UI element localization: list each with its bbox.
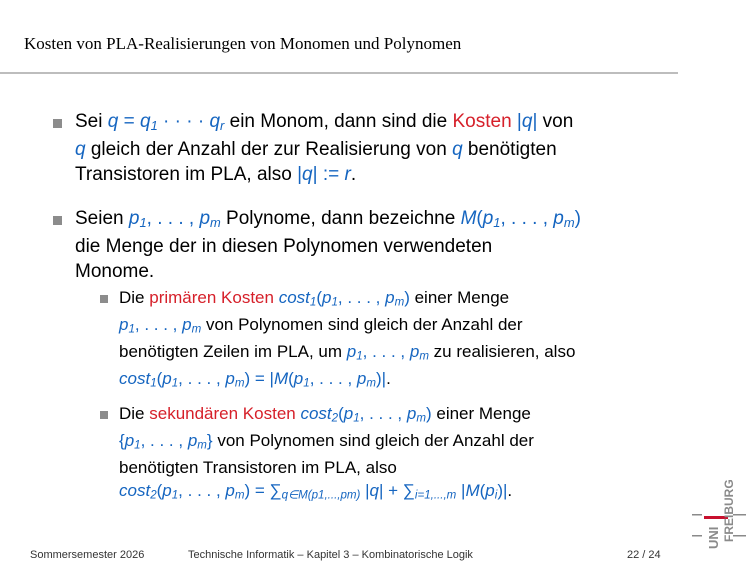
math-segment: 1 xyxy=(150,117,158,133)
math-segment: p xyxy=(182,315,192,335)
text-segment: von Polynomen sind gleich der Anzahl der xyxy=(212,431,534,451)
math-segment: 1 xyxy=(331,296,338,309)
highlighted-term: Kosten xyxy=(452,111,512,132)
math-segment: | xyxy=(516,111,522,132)
math-segment: 1 xyxy=(356,350,363,363)
math-segment: ) = ∑ xyxy=(244,480,282,500)
math-segment: | xyxy=(297,163,303,185)
text-line xyxy=(119,457,534,480)
text-line xyxy=(75,138,573,163)
text-segment: gleich der Anzahl der zur Realisierung von xyxy=(85,139,453,161)
math-segment: ) = | xyxy=(244,369,274,389)
math-segment: , . . . , xyxy=(140,431,188,451)
math-segment: | xyxy=(360,480,370,500)
math-segment: p xyxy=(199,208,211,229)
slide-title: Kosten von PLA-Realisierungen von Monomen und Polynomen xyxy=(24,34,462,53)
text-segment: Polynome, dann bezeichne xyxy=(220,208,461,229)
math-segment: ( xyxy=(338,404,344,423)
math-segment: q xyxy=(452,139,463,161)
text-line xyxy=(75,235,581,260)
footer-semester: Sommersemester 2026 xyxy=(30,549,145,561)
bullet-item-polynom-set xyxy=(75,207,581,284)
text-line xyxy=(75,260,581,285)
highlighted-term: primären Kosten xyxy=(149,288,274,307)
math-segment: p xyxy=(162,369,172,389)
math-segment: ( xyxy=(476,208,483,229)
math-segment: 1 xyxy=(139,214,147,230)
math-segment: q xyxy=(75,139,86,161)
math-segment: | + ∑ xyxy=(378,480,415,500)
math-segment: , . . . , xyxy=(309,369,357,389)
footer-page-number: 22 / 24 xyxy=(627,549,661,561)
text-segment: einer Menge xyxy=(409,288,510,307)
math-segment: ) xyxy=(404,288,410,307)
math-segment: q xyxy=(369,480,379,500)
math-segment: ) xyxy=(425,404,432,423)
math-segment: 1 xyxy=(309,296,317,309)
math-segment: | xyxy=(532,111,538,132)
text-segment: benötigten xyxy=(462,139,557,161)
math-segment: p xyxy=(553,208,564,229)
text-line xyxy=(75,207,581,235)
math-segment: cost xyxy=(300,404,332,423)
math-segment: m xyxy=(234,377,245,390)
bullet-marker xyxy=(53,119,62,128)
math-segment: ( xyxy=(288,369,294,389)
math-segment: 1 xyxy=(353,412,360,425)
math-segment: p xyxy=(406,404,417,423)
math-segment: 1 xyxy=(128,323,135,336)
math-segment: cost xyxy=(278,288,310,307)
math-segment: r xyxy=(344,163,351,185)
math-segment: p xyxy=(128,208,140,229)
text-line xyxy=(119,341,575,368)
math-segment: ( xyxy=(316,288,322,307)
math-segment: r xyxy=(220,117,225,133)
text-line xyxy=(119,287,575,314)
math-segment: )| xyxy=(497,480,508,500)
highlighted-term: sekundären Kosten xyxy=(149,404,296,423)
math-segment: q xyxy=(521,111,533,132)
math-segment: 2 xyxy=(331,412,339,425)
text-segment: ein Monom, dann sind die xyxy=(224,111,453,132)
math-segment: ) xyxy=(574,208,581,229)
text-segment: benötigten Zeilen im PLA, um xyxy=(119,342,347,362)
sub-item-secondary-cost xyxy=(119,403,534,507)
math-segment: 1 xyxy=(171,489,179,502)
math-segment: 1 xyxy=(303,377,310,390)
math-segment: , . . . , xyxy=(362,342,410,362)
math-segment: p xyxy=(119,315,129,335)
math-segment: , . . . , xyxy=(359,404,407,423)
math-segment: 1 xyxy=(171,377,179,390)
footer-course: Technische Informatik – Kapitel 3 – Kombinatorische Logik xyxy=(188,549,473,561)
math-segment: p xyxy=(346,342,357,362)
sub-bullet-marker xyxy=(100,411,108,419)
math-segment: q∈M(p1,...,pm) xyxy=(281,489,361,502)
math-segment: m xyxy=(416,412,426,425)
math-segment: { xyxy=(119,431,125,451)
math-segment: m xyxy=(563,214,575,230)
sub-item-primary-cost xyxy=(119,287,575,395)
title-divider xyxy=(0,72,678,74)
math-segment: ( xyxy=(156,369,163,389)
text-segment: Die xyxy=(119,404,150,423)
math-segment: , . . . , xyxy=(178,369,226,389)
text-segment: Transistoren im PLA, also xyxy=(75,163,298,185)
math-segment: p xyxy=(409,342,420,362)
math-segment: p xyxy=(321,288,332,307)
text-segment: von Polynomen sind gleich der Anzahl der xyxy=(201,315,523,335)
math-segment: 2 xyxy=(150,489,157,502)
math-segment: , . . . , xyxy=(146,208,200,229)
text-segment: . xyxy=(386,369,391,389)
math-segment: )| xyxy=(376,369,387,389)
text-line xyxy=(119,403,534,430)
bullet-marker xyxy=(53,216,62,225)
math-segment: 1 xyxy=(150,377,157,390)
text-line xyxy=(75,110,573,138)
math-segment: i=1,...,m xyxy=(414,489,457,502)
math-segment: m xyxy=(366,377,377,390)
math-segment: M xyxy=(273,369,289,389)
math-segment: 1 xyxy=(134,439,141,452)
math-segment: p xyxy=(356,369,367,389)
university-logo xyxy=(688,470,748,550)
math-segment: cost xyxy=(119,480,151,500)
text-segment: zu realisieren, also xyxy=(428,342,576,362)
math-segment: M xyxy=(465,480,480,500)
text-segment: Die xyxy=(119,288,150,307)
math-segment: = xyxy=(118,111,140,132)
math-segment: i xyxy=(494,489,498,502)
math-segment: m xyxy=(197,439,207,452)
text-segment: die Menge der in diesen Polynomen verwendeten xyxy=(75,236,493,258)
math-segment: m xyxy=(210,214,221,230)
text-segment: Sei xyxy=(75,111,108,132)
svg-text:FREIBURG: FREIBURG xyxy=(722,479,736,542)
math-segment: p xyxy=(485,480,495,500)
text-line xyxy=(75,163,573,188)
math-segment: p xyxy=(187,431,198,451)
math-segment: cost xyxy=(119,369,151,389)
math-segment: p xyxy=(343,404,354,423)
math-segment: p xyxy=(124,431,135,451)
text-line xyxy=(119,480,534,507)
math-segment: M xyxy=(460,208,477,229)
text-line xyxy=(119,314,575,341)
math-segment: p xyxy=(293,369,304,389)
math-segment: | := xyxy=(312,163,345,185)
text-segment: . xyxy=(350,163,357,185)
math-segment: ( xyxy=(156,480,163,500)
text-segment: Seien xyxy=(75,208,129,229)
text-line xyxy=(119,368,575,395)
math-segment: p xyxy=(482,208,494,229)
math-segment: m xyxy=(394,296,405,309)
math-segment: ( xyxy=(479,480,486,500)
math-segment: · · · · xyxy=(157,111,210,132)
sub-bullet-marker xyxy=(100,295,108,303)
text-segment: einer Menge xyxy=(431,404,531,423)
text-line xyxy=(119,430,534,457)
math-segment: | xyxy=(456,480,466,500)
text-segment: . xyxy=(507,480,513,500)
text-segment: von xyxy=(537,111,574,132)
bullet-item-monom-cost xyxy=(75,110,573,187)
svg-text:UNI: UNI xyxy=(706,526,721,549)
math-segment: , . . . , xyxy=(337,288,386,307)
math-segment: q xyxy=(139,111,151,132)
math-segment: m xyxy=(419,350,429,363)
math-segment: } xyxy=(206,431,213,451)
math-segment: p xyxy=(385,288,395,307)
math-segment: m xyxy=(191,323,202,336)
math-segment: m xyxy=(234,489,245,502)
math-segment: , . . . , xyxy=(500,208,554,229)
math-segment: p xyxy=(162,480,172,500)
math-segment: , . . . , xyxy=(178,480,226,500)
math-segment: q xyxy=(107,111,119,132)
math-segment: , . . . , xyxy=(134,315,183,335)
math-segment: q xyxy=(209,111,221,132)
text-segment: Monome. xyxy=(75,260,155,282)
math-segment: q xyxy=(302,163,313,185)
math-segment: 1 xyxy=(493,214,501,230)
math-segment: p xyxy=(225,369,235,389)
math-segment: p xyxy=(225,480,235,500)
text-segment: benötigten Transistoren im PLA, also xyxy=(119,458,397,478)
